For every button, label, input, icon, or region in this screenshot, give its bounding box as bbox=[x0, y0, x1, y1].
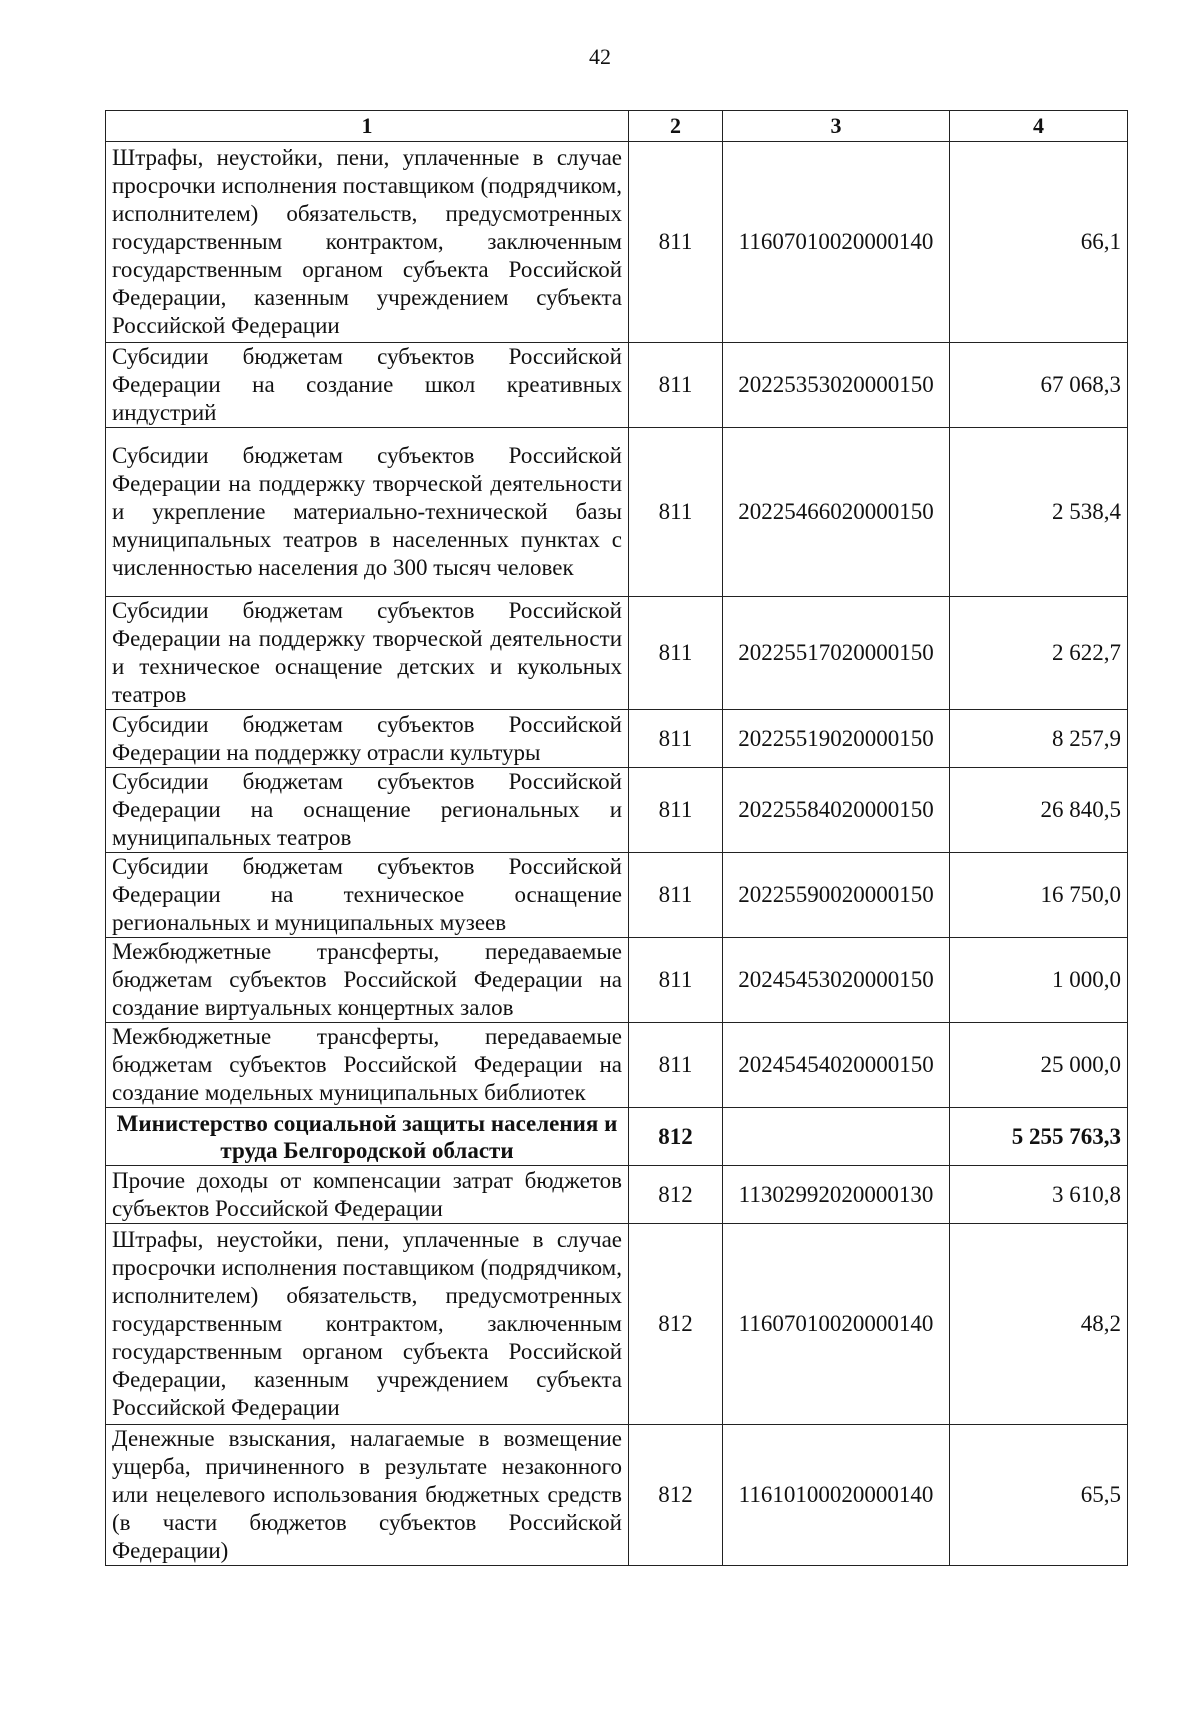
table-row bbox=[106, 938, 1128, 1023]
row-description: Субсидии бюджетам субъектов Российской Федерации на техническое оснащение региональных и муниципальных музеев bbox=[106, 853, 629, 938]
row-description: Субсидии бюджетам субъектов Российской Федерации на создание школ креативных индустрий bbox=[106, 343, 629, 428]
row-amount: 2 538,4 bbox=[950, 428, 1128, 597]
page-number: 42 bbox=[589, 44, 611, 69]
row-admin-code: 812 bbox=[629, 1224, 723, 1425]
row-amount: 26 840,5 bbox=[950, 768, 1128, 853]
row-budget-code: 20225517020000150 bbox=[723, 597, 950, 710]
row-amount: 65,5 bbox=[950, 1425, 1128, 1566]
table-row bbox=[106, 597, 1128, 710]
row-budget-code: 11302992020000130 bbox=[723, 1166, 950, 1224]
table-row bbox=[106, 1224, 1128, 1425]
row-amount: 48,2 bbox=[950, 1224, 1128, 1425]
table-row bbox=[106, 428, 1128, 597]
table-row bbox=[106, 1425, 1128, 1566]
row-admin-code: 811 bbox=[629, 768, 723, 853]
row-amount: 67 068,3 bbox=[950, 343, 1128, 428]
row-budget-code: 20225519020000150 bbox=[723, 710, 950, 768]
row-admin-code: 811 bbox=[629, 597, 723, 710]
header-col-2: 2 bbox=[629, 111, 723, 142]
row-description: Субсидии бюджетам субъектов Российской Федерации на поддержку отрасли культуры bbox=[106, 710, 629, 768]
row-admin-code: 811 bbox=[629, 853, 723, 938]
header-row bbox=[106, 111, 1128, 142]
row-budget-code: 11607010020000140 bbox=[723, 142, 950, 343]
row-description: Субсидии бюджетам субъектов Российской Федерации на поддержку творческой деятельности и укрепление материально-технической базы муниципальных театров в населенных пунктах с численностью населения до 300 тысяч человек bbox=[106, 428, 629, 597]
row-admin-code: 812 bbox=[629, 1166, 723, 1224]
table-row bbox=[106, 853, 1128, 938]
row-budget-code: 11610100020000140 bbox=[723, 1425, 950, 1566]
row-admin-code: 811 bbox=[629, 1023, 723, 1108]
ministry-budget-code bbox=[723, 1108, 950, 1166]
row-description: Межбюджетные трансферты, передаваемые бюджетам субъектов Российской Федерации на создание модельных муниципальных библиотек bbox=[106, 1023, 629, 1108]
row-budget-code: 20225590020000150 bbox=[723, 853, 950, 938]
ministry-admin-code: 812 bbox=[629, 1108, 723, 1166]
row-amount: 25 000,0 bbox=[950, 1023, 1128, 1108]
row-budget-code: 20245454020000150 bbox=[723, 1023, 950, 1108]
row-description: Межбюджетные трансферты, передаваемые бюджетам субъектов Российской Федерации на создание виртуальных концертных залов bbox=[106, 938, 629, 1023]
ministry-name: Министерство социальной защиты населения и труда Белгородской области bbox=[106, 1108, 629, 1166]
row-budget-code: 11607010020000140 bbox=[723, 1224, 950, 1425]
row-description: Штрафы, неустойки, пени, уплаченные в случае просрочки исполнения поставщиком (подрядчиком, исполнителем) обязательств, предусмотренных государственным контрактом, заключенным государственным органом субъекта Российской Федерации, казенным учреждением субъекта Российской Федерации bbox=[106, 142, 629, 343]
row-admin-code: 811 bbox=[629, 710, 723, 768]
row-description: Штрафы, неустойки, пени, уплаченные в случае просрочки исполнения поставщиком (подрядчиком, исполнителем) обязательств, предусмотренных государственным контрактом, заключенным государственным органом субъекта Российской Федерации, казенным учреждением субъекта Российской Федерации bbox=[106, 1224, 629, 1425]
row-admin-code: 811 bbox=[629, 938, 723, 1023]
row-description: Субсидии бюджетам субъектов Российской Федерации на оснащение региональных и муниципальных театров bbox=[106, 768, 629, 853]
row-description: Субсидии бюджетам субъектов Российской Федерации на поддержку творческой деятельности и техническое оснащение детских и кукольных театров bbox=[106, 597, 629, 710]
row-admin-code: 812 bbox=[629, 1425, 723, 1566]
row-budget-code: 20225584020000150 bbox=[723, 768, 950, 853]
row-admin-code: 811 bbox=[629, 343, 723, 428]
ministry-total: 5 255 763,3 bbox=[950, 1108, 1128, 1166]
table-row bbox=[106, 768, 1128, 853]
header-col-1: 1 bbox=[106, 111, 629, 142]
row-admin-code: 811 bbox=[629, 142, 723, 343]
table-row bbox=[106, 1166, 1128, 1224]
row-budget-code: 20225466020000150 bbox=[723, 428, 950, 597]
row-amount: 2 622,7 bbox=[950, 597, 1128, 710]
table-row bbox=[106, 142, 1128, 343]
row-amount: 8 257,9 bbox=[950, 710, 1128, 768]
table-row bbox=[106, 343, 1128, 428]
table-row bbox=[106, 1023, 1128, 1108]
row-amount: 66,1 bbox=[950, 142, 1128, 343]
revenue-table bbox=[105, 110, 1128, 1566]
row-amount: 1 000,0 bbox=[950, 938, 1128, 1023]
header-col-4: 4 bbox=[950, 111, 1128, 142]
row-amount: 16 750,0 bbox=[950, 853, 1128, 938]
row-description: Денежные взыскания, налагаемые в возмещение ущерба, причиненного в результате незаконного или нецелевого использования бюджетных средств (в части бюджетов субъектов Российской Федерации) bbox=[106, 1425, 629, 1566]
table-row bbox=[106, 710, 1128, 768]
header-col-3: 3 bbox=[723, 111, 950, 142]
row-budget-code: 20245453020000150 bbox=[723, 938, 950, 1023]
row-description: Прочие доходы от компенсации затрат бюджетов субъектов Российской Федерации bbox=[106, 1166, 629, 1224]
row-amount: 3 610,8 bbox=[950, 1166, 1128, 1224]
row-admin-code: 811 bbox=[629, 428, 723, 597]
row-budget-code: 20225353020000150 bbox=[723, 343, 950, 428]
ministry-row bbox=[106, 1108, 1128, 1166]
